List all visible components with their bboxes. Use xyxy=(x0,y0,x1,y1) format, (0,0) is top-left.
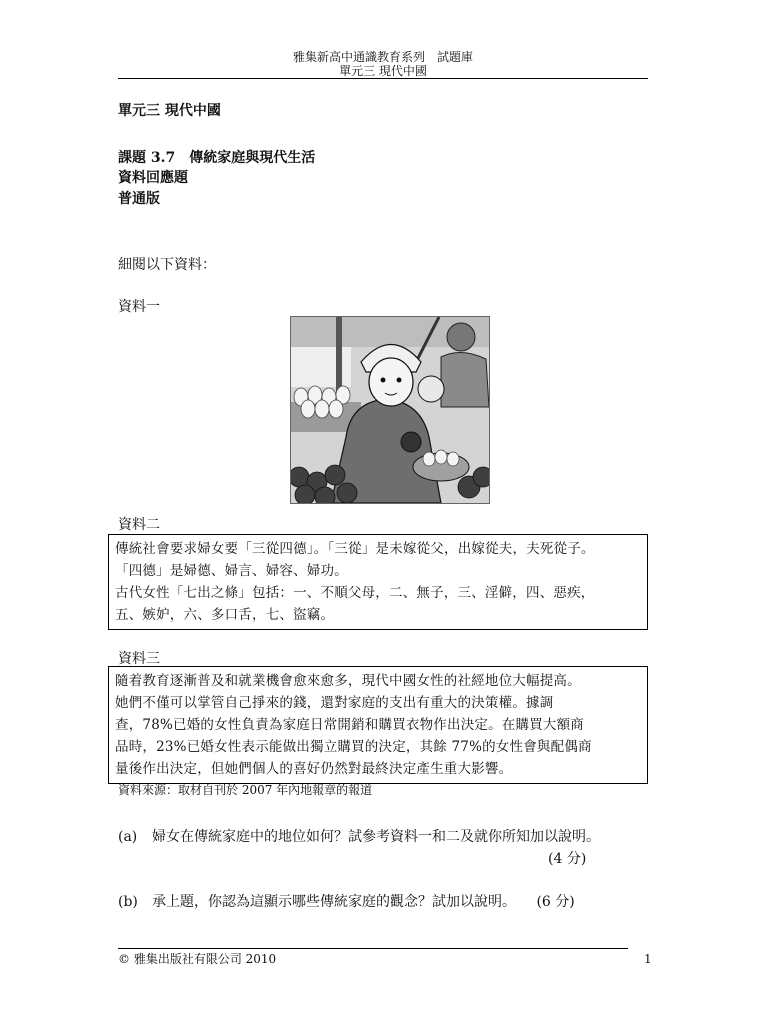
source3-line: 量後作出決定，但她們個人的喜好仍然對最終決定產生重大影響。 xyxy=(115,761,513,777)
source3-citation: 資料來源：取材自刊於 2007 年內地報章的報道 xyxy=(118,783,373,797)
question-a xyxy=(118,826,600,846)
footer-rule xyxy=(118,948,628,949)
instruction: 細閱以下資料： xyxy=(118,257,216,273)
source2-line: 「四德」是婦德、婦言、婦容、婦功。 xyxy=(115,563,348,579)
question-a-text: 婦女在傳統家庭中的地位如何？試參考資料一和二及就你所知加以說明。 xyxy=(152,829,600,845)
source3-line: 她們不僅可以掌管自己掙來的錢，還對家庭的支出有重大的決策權。據調 xyxy=(115,695,554,711)
source3-line: 查，78%已婚的女性負責為家庭日常開銷和購買衣物作出決定。在購買大額商 xyxy=(115,717,585,733)
source3-label: 資料三 xyxy=(118,651,160,667)
question-b-label: (b) xyxy=(118,894,138,910)
question-b xyxy=(118,891,575,911)
unit-title: 單元三 現代中國 xyxy=(118,103,221,119)
source2-line: 古代女性「七出之條」包括：一、不順父母，二、無子，三、淫僻，四、惡疾， xyxy=(115,585,595,601)
footer-copyright: © 雅集出版社有限公司 2010 xyxy=(118,952,277,966)
farm-woman-illustration xyxy=(291,317,489,503)
lesson-title: 課題 3.7 傳統家庭與現代生活 xyxy=(118,150,316,166)
page-number: 1 xyxy=(644,952,652,966)
source3-line: 隨着教育逐漸普及和就業機會愈來愈多，現代中國女性的社經地位大幅提高。 xyxy=(115,673,581,689)
source3-box xyxy=(108,666,648,784)
question-a-marks: (4 分) xyxy=(548,851,587,867)
header-rule xyxy=(118,78,648,79)
source1-label: 資料一 xyxy=(118,299,160,315)
header-series: 雅集新高中通識教育系列 試題庫 xyxy=(292,50,473,64)
page-header xyxy=(118,50,648,78)
source2-line: 傳統社會要求婦女要「三從四德」。「三從」是未嫁從父，出嫁從夫，夫死從子。 xyxy=(115,541,595,557)
source2-box xyxy=(108,534,648,630)
question-b-marks: (6 分) xyxy=(536,894,575,910)
question-b-text: 承上題，你認為這顯示哪些傳統家庭的觀念？試加以說明。 xyxy=(152,894,516,910)
source2-label: 資料二 xyxy=(118,517,160,533)
question-a-label: (a) xyxy=(118,829,138,845)
source3-line: 品時，23%已婚女性表示能做出獨立購買的決定，其餘 77%的女性會與配偶商 xyxy=(115,739,592,755)
edition-label: 普通版 xyxy=(118,191,160,207)
source2-line: 五、嫉妒，六、多口舌，七、盜竊。 xyxy=(115,607,335,623)
exercise-type: 資料回應題 xyxy=(118,170,188,186)
source1-illustration xyxy=(290,316,490,504)
header-unit: 單元三 現代中國 xyxy=(339,64,427,78)
